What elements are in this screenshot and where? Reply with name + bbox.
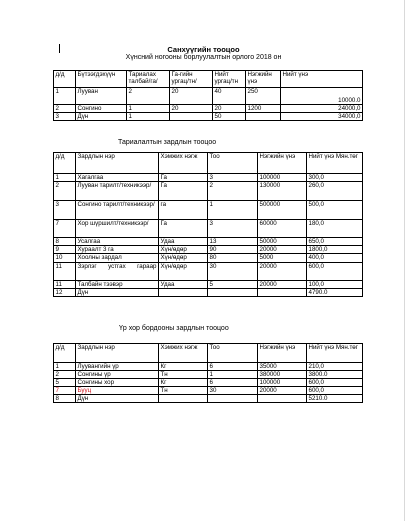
table-cell: 3 xyxy=(54,201,76,220)
header-cell: д/д xyxy=(54,344,76,363)
table-cell: 1800,0 xyxy=(307,246,363,254)
table-cell: Лууван тарилт/техникээр/ xyxy=(76,182,159,201)
table-cell xyxy=(246,113,281,121)
table-cell: 3800.0 xyxy=(307,371,363,379)
header-cell: Нэгжийн үнэ xyxy=(258,153,307,174)
table-cell: 300,0 xyxy=(307,174,363,182)
table-cell: 24000,0 xyxy=(281,105,363,113)
table-row xyxy=(54,113,363,121)
table-cell: Га xyxy=(159,174,208,182)
table-cell: 3 xyxy=(208,220,258,238)
table-cell: 1 xyxy=(54,363,76,371)
table-cell: Сонгины хор xyxy=(76,379,159,387)
header-cell: Зардлын нэр xyxy=(76,344,159,363)
header-cell: д/д xyxy=(54,71,76,88)
table-cell: 35000 xyxy=(258,363,307,371)
document-title: Санхүүгийн тооцоо xyxy=(167,45,240,54)
table-cell: 90 xyxy=(208,246,258,254)
table-cell: 100000 xyxy=(258,379,307,387)
document-subtitle: Хүнсний ногооны борлуулалтын орлого 2018 он xyxy=(125,54,282,61)
header-cell: Нэгжийн үнэ xyxy=(246,71,281,88)
table-cell: Лууван xyxy=(76,88,127,105)
table-cell: 11 xyxy=(54,263,76,281)
table-row xyxy=(54,174,363,182)
table-cell: 600,0 xyxy=(307,387,363,395)
table-cell: 1 xyxy=(208,371,258,379)
table-cell: Сонгино тарилт/техникээр/ xyxy=(76,201,159,220)
table-row xyxy=(54,238,363,246)
table-cell: Хор шүршилт/техникээр/ xyxy=(76,220,159,238)
table-cell: Га xyxy=(159,220,208,238)
table-cell xyxy=(208,289,258,297)
table-cell: 50000 xyxy=(258,238,307,246)
table-cell: 500,0 xyxy=(307,201,363,220)
header-cell: Бүтээгдэхүүн xyxy=(76,71,127,88)
table-cell: 130000 xyxy=(258,182,307,201)
table-cell-highlighted: 7 xyxy=(54,387,76,395)
header-cell: Нийт үнэ xyxy=(281,71,363,88)
table-row xyxy=(54,88,363,105)
table-cell: 180,0 xyxy=(307,220,363,238)
table-cell: 2 xyxy=(127,88,170,105)
table-cell: 6 xyxy=(208,379,258,387)
table-cell: 5 xyxy=(208,281,258,289)
table-row xyxy=(54,379,363,387)
table-cell: Сонгино xyxy=(76,105,127,113)
table-cell: 1 xyxy=(127,113,170,121)
table-cell: 210,0 xyxy=(307,363,363,371)
table-cell: Хүн/өдөр xyxy=(159,263,208,281)
table-cell: 20000 xyxy=(258,246,307,254)
table-row xyxy=(54,105,363,113)
table-cell: 100,0 xyxy=(307,281,363,289)
table-cell: 20000 xyxy=(258,281,307,289)
table-row xyxy=(54,395,363,403)
table-cell: 20 xyxy=(170,88,213,105)
table-cell xyxy=(159,395,208,403)
table-cell: 380000 xyxy=(258,371,307,379)
header-cell: Нийт үнэ Мян.төг xyxy=(307,153,363,174)
table-cell: Дүн xyxy=(76,113,127,121)
table-row xyxy=(54,254,363,263)
table-cell: Хүн/өдөр xyxy=(159,254,208,263)
table-cell: 500000 xyxy=(258,201,307,220)
table-cell: 3 xyxy=(208,174,258,182)
header-cell: Зардлын нэр xyxy=(76,153,159,174)
table-cell: 40 xyxy=(213,88,246,105)
table-header-row xyxy=(54,344,363,363)
table-cell: 5000 xyxy=(258,254,307,263)
table-cell: Га xyxy=(159,182,208,201)
table-cell: Тн xyxy=(159,387,208,395)
table-cell: 30 xyxy=(208,387,258,395)
table-cell: 30 xyxy=(208,263,258,281)
table-cell: 8 xyxy=(54,395,76,403)
table-cell xyxy=(170,113,213,121)
table-cell: Удаа xyxy=(159,238,208,246)
planting-cost-table xyxy=(53,152,363,297)
table-cell: 1 xyxy=(54,88,76,105)
table-row xyxy=(54,387,363,395)
table-cell: Кг xyxy=(159,379,208,387)
table-row xyxy=(54,246,363,254)
header-cell: Тоо xyxy=(208,153,258,174)
table-cell: 2 xyxy=(54,105,76,113)
table-cell: 600,0 xyxy=(307,379,363,387)
table-cell xyxy=(258,395,307,403)
table-cell: 9 xyxy=(54,246,76,254)
table-header-row xyxy=(54,153,363,174)
table-cell: Дүн xyxy=(76,395,159,403)
table-cell: 80 xyxy=(208,254,258,263)
table-cell xyxy=(159,289,208,297)
table-cell: 5210.0 xyxy=(307,395,363,403)
seed-fertilizer-cost-table xyxy=(53,343,363,403)
table-row xyxy=(54,220,363,238)
table-cell: Кг xyxy=(159,363,208,371)
table-cell: 600,0 xyxy=(307,263,363,281)
table-cell: 7 xyxy=(54,220,76,238)
header-cell: Тоо xyxy=(208,344,258,363)
table-cell: 100000 xyxy=(258,174,307,182)
table-cell: Талбайн тээвэр xyxy=(76,281,159,289)
table-cell: 13 xyxy=(208,238,258,246)
table-header-row xyxy=(54,71,363,88)
table-cell: 20 xyxy=(213,105,246,113)
table-cell: 50 xyxy=(213,113,246,121)
table-cell: 1 xyxy=(208,201,258,220)
table-row xyxy=(54,263,363,281)
header-cell: Га-гийн ургац/тн/ xyxy=(170,71,213,88)
table-cell: Хоолны зардал xyxy=(76,254,159,263)
table-cell: 20 xyxy=(170,105,213,113)
table-cell: га xyxy=(159,201,208,220)
revenue-table xyxy=(53,70,363,121)
table-row xyxy=(54,289,363,297)
table-cell: Усалгаа xyxy=(76,238,159,246)
table-cell: 2 xyxy=(54,371,76,379)
table-cell: 60000 xyxy=(258,220,307,238)
table-cell: 4790.0 xyxy=(307,289,363,297)
table-cell-highlighted: Бууц xyxy=(76,387,159,395)
table-cell: 8 xyxy=(54,238,76,246)
table-cell: 1 xyxy=(54,174,76,182)
table-cell: 260,0 xyxy=(307,182,363,201)
table-cell: 10 xyxy=(54,254,76,263)
table-cell: 10000.0 xyxy=(281,88,363,105)
table-cell: Сонгины үр xyxy=(76,371,159,379)
table-cell: 3 xyxy=(54,113,76,121)
table-cell: 6 xyxy=(208,363,258,371)
header-cell: Нийт үнэ Мян.төг xyxy=(307,344,363,363)
header-cell: Нийт ургац/тн xyxy=(213,71,246,88)
table-row xyxy=(54,371,363,379)
table-cell: Хүн/өдөр xyxy=(159,246,208,254)
table-cell: 5 xyxy=(54,379,76,387)
header-cell: Нэгжийн үнэ xyxy=(258,344,307,363)
table-cell: Тн xyxy=(159,371,208,379)
table-cell: 2 xyxy=(208,182,258,201)
table-cell: 1 xyxy=(127,105,170,113)
table-cell: 11 xyxy=(54,281,76,289)
section-title-planting-costs: Тариалалтын зардлын тооцоо xyxy=(118,139,217,146)
header-cell: Тариалах талбай/га/ xyxy=(127,71,170,88)
table-cell: 1200 xyxy=(246,105,281,113)
page-edge xyxy=(404,0,405,521)
header-cell: Хэмжих нэгж xyxy=(159,153,208,174)
table-cell: 20000 xyxy=(258,263,307,281)
table-row xyxy=(54,182,363,201)
table-row xyxy=(54,201,363,220)
table-cell: 34000,0 xyxy=(281,113,363,121)
table-row xyxy=(54,281,363,289)
header-cell: д/д xyxy=(54,153,76,174)
section-title-seed-fertilizer-costs: Үр хор бордооны зардлын тооцоо xyxy=(119,325,229,332)
table-cell: 20000 xyxy=(258,387,307,395)
table-cell: 2 xyxy=(54,182,76,201)
table-cell: Удаа xyxy=(159,281,208,289)
table-cell: 650,0 xyxy=(307,238,363,246)
table-cell: Дүн xyxy=(76,289,159,297)
table-row xyxy=(54,363,363,371)
table-cell: Хураалт 3 га xyxy=(76,246,159,254)
table-cell: 400,0 xyxy=(307,254,363,263)
table-cell: 12 xyxy=(54,289,76,297)
table-cell xyxy=(258,289,307,297)
header-cell: Хэмжих нэгж xyxy=(159,344,208,363)
table-cell: Зэрлэг устгах гараар xyxy=(76,263,159,281)
table-cell: Хагалгаа xyxy=(76,174,159,182)
table-cell xyxy=(208,395,258,403)
table-cell: 250 xyxy=(246,88,281,105)
table-cell: Луувангийн үр xyxy=(76,363,159,371)
